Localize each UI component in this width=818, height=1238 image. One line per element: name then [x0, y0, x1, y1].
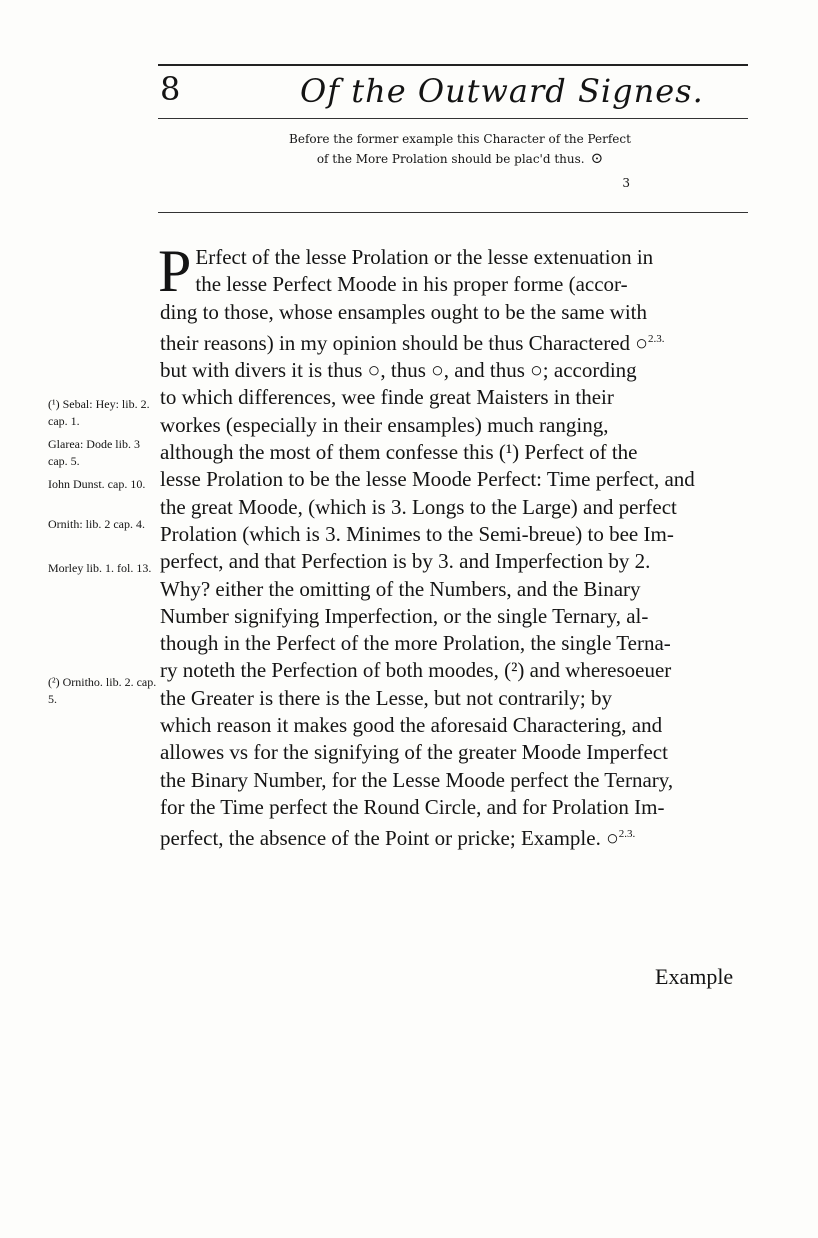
- drop-cap: P: [158, 238, 192, 304]
- body-line-15: though in the Perfect of the more Prolation, the single Terna-: [160, 631, 671, 656]
- erratum-note: [180, 130, 740, 190]
- margin-note-dunstable: Iohn Dunst. cap. 10.: [48, 477, 146, 491]
- erratum-line-1: Before the former example this Character of the Perfect: [289, 132, 631, 146]
- body-line-9: lesse Prolation to be the lesse Moode Perfect: Time perfect, and: [160, 467, 695, 492]
- body-line-18: which reason it makes good the aforesaid Charactering, and: [160, 713, 663, 738]
- body-line-22-text: perfect, the absence of the Point or pricke; Example. ○: [160, 826, 619, 851]
- margin-note-ornithoparchus-2: (²) Ornitho. lib. 2. cap. 5.: [48, 675, 157, 706]
- body-line-12: perfect, and that Perfection is by 3. and Imperfection by 2.: [160, 549, 651, 574]
- body-line-21: for the Time perfect the Round Circle, and for Prolation Im-: [160, 794, 665, 819]
- body-line-17: the Greater is there is the Lesse, but not contrarily; by: [160, 685, 612, 710]
- erratum-line-2: [180, 149, 740, 169]
- margin-note-morley: Morley lib. 1. fol. 13.: [48, 561, 152, 575]
- body-line-6: to which differences, wee finde great Maisters in their: [160, 385, 614, 410]
- body-line-19: allowes vs for the signifying of the greater Moode Imperfect: [160, 740, 668, 765]
- body-line-1: Erfect of the lesse Prolation or the lesse extenuation in: [195, 245, 654, 269]
- margin-note-ornithoparchus: Ornith: lib. 2 cap. 4.: [48, 517, 145, 531]
- top-rule: [158, 64, 748, 66]
- page-number: 8: [160, 70, 181, 108]
- margin-note-heyden: (¹) Sebal: Hey: lib. 2. cap. 1.: [48, 397, 150, 428]
- body-line-11: Prolation (which is 3. Minimes to the Semi-breue) to bee Im-: [160, 521, 674, 546]
- body-line-4-text: their reasons) in my opinion should be thus Charactered ○: [160, 330, 648, 355]
- body-line-4: [160, 326, 750, 357]
- body-line-5: but with divers it is thus ○, thus ○, and thus ○; according: [160, 358, 637, 383]
- body-line-14: Number signifying Imperfection, or the single Ternary, al-: [160, 603, 649, 628]
- body-line-10: the great Moode, (which is 3. Longs to the Large) and perfect: [160, 494, 677, 519]
- body-line-8: although the most of them confesse this (¹) Perfect of the: [160, 440, 638, 465]
- body-line-2: the lesse Perfect Moode in his proper forme (accor-: [195, 272, 628, 297]
- body-line-16: ry noteth the Perfection of both moodes, (²) and wheresoeuer: [160, 658, 672, 683]
- running-head: Of the Outward Signes.: [300, 72, 704, 110]
- header-rule: [158, 118, 748, 119]
- perfect-prolation-sign-icon: ⊙: [590, 149, 604, 167]
- example-subscript: 2.3.: [618, 828, 636, 841]
- body-text: [158, 238, 750, 853]
- erratum-line-2-text: of the More Prolation should be plac'd thus.: [316, 152, 585, 166]
- erratum-number: 3: [622, 176, 630, 190]
- body-line-13: Why? either the omitting of the Numbers, and the Binary: [160, 576, 641, 601]
- erratum-rule: [158, 212, 748, 213]
- body-line-3: ding to those, whose ensamples ought to be the same with: [160, 299, 648, 324]
- body-line-7: workes (especially in their ensamples) much ranging,: [160, 412, 609, 437]
- body-line-20: the Binary Number, for the Lesse Moode perfect the Ternary,: [160, 767, 674, 792]
- catchword: Example: [655, 964, 734, 989]
- margin-note-glarean: Glarea: Dode lib. 3 cap. 5.: [48, 437, 140, 468]
- body-line-22: [160, 821, 750, 852]
- charactered-subscript: 2.3.: [648, 332, 665, 345]
